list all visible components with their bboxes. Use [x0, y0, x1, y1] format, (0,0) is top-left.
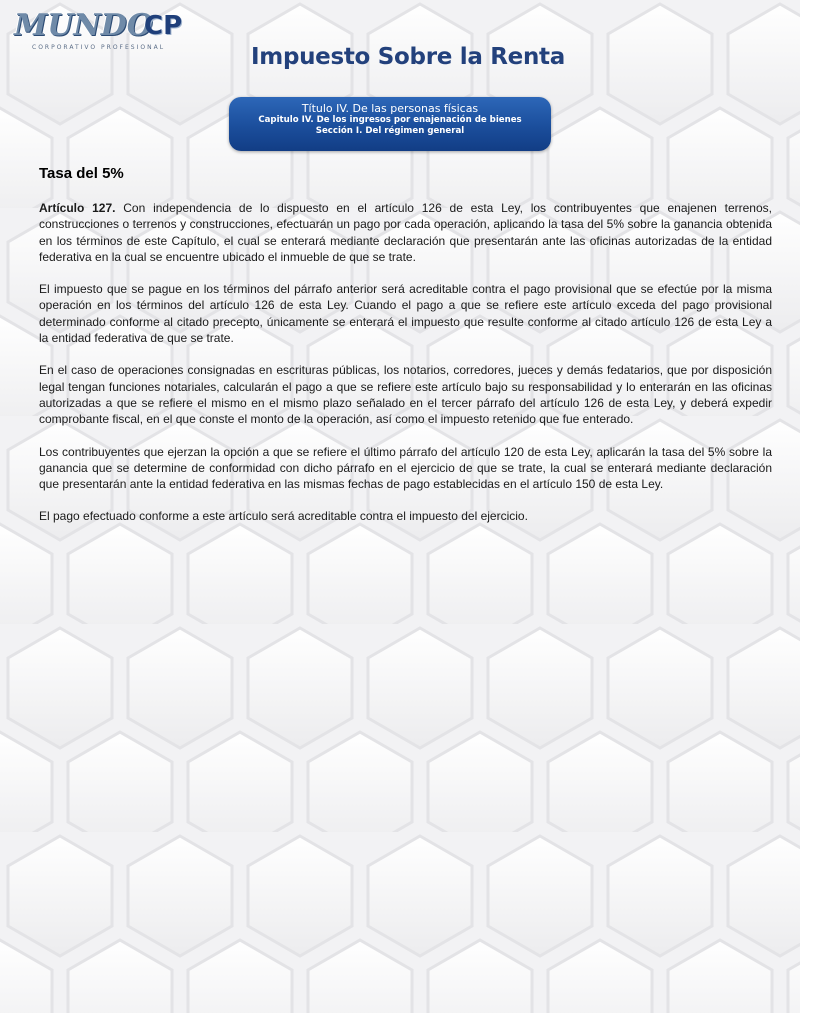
- paragraph-5: El pago efectuado conforme a este artículo será acreditable contra el impuesto del ejercicio.: [39, 509, 528, 524]
- banner-title: Título IV. De las personas físicas: [301, 102, 479, 115]
- logo-wordmark: MUNDO: [14, 8, 153, 43]
- banner-section: Sección I. Del régimen general: [315, 126, 465, 136]
- article-label: Artículo 127.: [39, 201, 116, 215]
- section-banner: [229, 97, 551, 151]
- paragraph-3: En el caso de operaciones consignadas en escrituras públicas, los notarios, corredores, jueces y demás fedatarios, que por disposición legal tengan funciones notariales, calcularán el pago a que se refiere este artículo bajo su responsabilidad y lo enterarán en las oficinas autorizadas a que se refiere el mismo en el mismo plazo señalado en el tercer párrafo del artículo 126 de esta Ley, y deberá expedir comprobante fiscal, en el que conste el monto de la operación, así como el impuesto retenido que fue enterado.: [39, 363, 772, 427]
- paragraph-2: El impuesto que se pague en los términos del párrafo anterior será acreditable contra el pago provisional que se efectúe por la misma operación en los términos del artículo 126 de esta Ley. Cuando el pago a que se refiere este artículo exceda del pago provisional determinado conforme al citado precepto, únicamente se enterará el impuesto que resulte conforme al citado artículo 126 de esta Ley a la entidad federativa de que se trate.: [39, 282, 772, 346]
- paragraph-4: Los contribuyentes que ejerzan la opción a que se refiere el último párrafo del artículo 120 de esta Ley, aplicarán la tasa del 5% sobre la ganancia que se determine de conformidad con dicho párrafo en el ejercicio de que se trate, la cual se enterará mediante declaración que presentarán ante la entidad federativa en las mismas fechas de pago establecidas en el artículo 150 de esta Ley.: [39, 444, 772, 492]
- logo-accent: CP: [144, 11, 183, 41]
- paragraph-1-text: Con independencia de lo dispuesto en el artículo 126 de esta Ley, los contribuyentes que enajenen terrenos, construcciones o terrenos y construcciones, efectuarán un pago por cada operación, aplicando la tasa del 5% sobre la ganancia obtenida en los términos de este Capítulo, el cual se enterará mediante declaración que presentarán ante las oficinas autorizadas de la entidad federativa en la cual se encuentre ubicado el inmueble de que se trate.: [39, 201, 772, 264]
- paragraph-1: [39, 200, 772, 265]
- logo-subtitle: CORPORATIVO PROFESIONAL: [32, 44, 166, 51]
- page-title: Impuesto Sobre la Renta: [251, 44, 565, 70]
- banner-chapter: Capitulo IV. De los ingresos por enajenación de bienes: [258, 115, 522, 125]
- section-heading: Tasa del 5%: [39, 165, 124, 182]
- document-body: [39, 160, 772, 541]
